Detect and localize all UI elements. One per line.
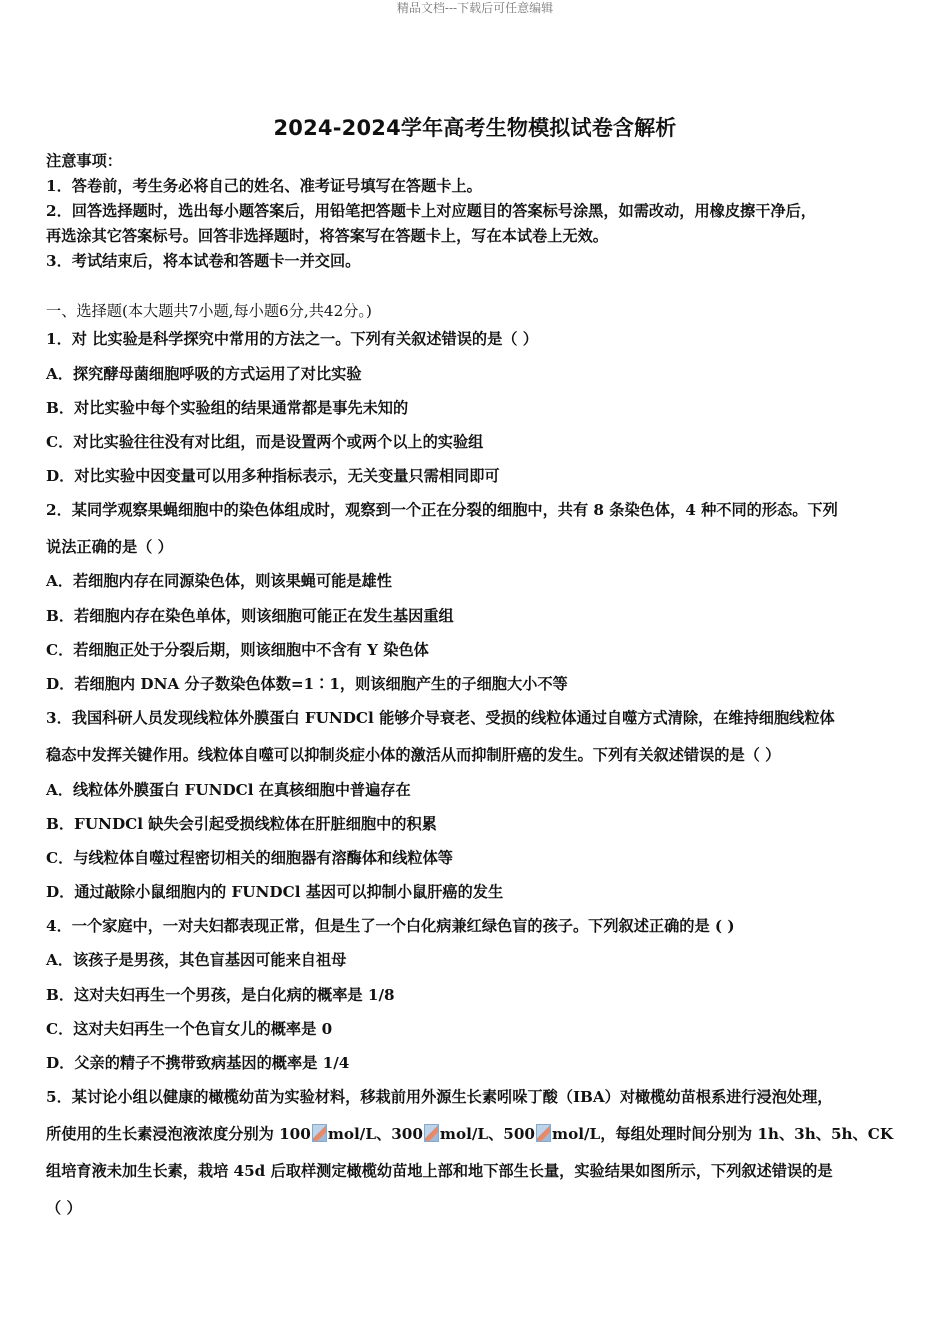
option-text: 通过敲除小鼠细胞内的 FUNDCl 基因可以抑制小鼠肝癌的发生: [74, 883, 504, 901]
option-label: A．: [46, 951, 73, 969]
option-label: B．: [46, 607, 75, 625]
question-2-stem: 2．某同学观察果蝇细胞中的染色体组成时，观察到一个正在分裂的细胞中，共有 8 条染色体，4 种不同的形态。下列: [46, 501, 838, 519]
option-text: FUNDCl 缺失会引起受损线粒体在肝脏细胞中的积累: [74, 815, 437, 833]
question-4-option-d: [46, 1053, 906, 1073]
option-text: 对比实验中每个实验组的结果通常都是事先未知的: [74, 399, 409, 417]
question-4-option-b: [46, 985, 906, 1005]
option-text: 若细胞内存在染色单体，则该细胞可能正在发生基因重组: [74, 607, 454, 625]
option-text: 线粒体外膜蛋白 FUNDCl 在真核细胞中普遍存在: [72, 781, 411, 799]
option-label: C．: [46, 1020, 74, 1038]
micro-symbol-image-icon: [536, 1124, 551, 1142]
option-text: 这对夫妇再生一个色盲女儿的概率是 0: [73, 1020, 333, 1038]
question-2-option-b: [46, 606, 906, 626]
option-text: 若细胞内 DNA 分子数染色体数=1∶1，则该细胞产生的子细胞大小不等: [74, 675, 568, 693]
question-2-option-a: [46, 571, 906, 591]
question-3-option-b: [46, 814, 906, 834]
question-3-stem: 3．我国科研人员发现线粒体外膜蛋白 FUNDCl 能够介导衰老、受损的线粒体通过自噬方式清除，在维持细胞线粒体: [46, 709, 835, 727]
question-4-option-a: [46, 950, 906, 970]
question-2-stem-cont: 说法正确的是（ ）: [46, 538, 173, 556]
page-title: 2024-2024学年高考生物模拟试卷含解析: [273, 116, 677, 140]
option-label: A．: [46, 365, 73, 383]
stem-text: mol/L，每组处理时间分别为 1h、3h、5h、CK: [552, 1125, 894, 1143]
option-text: 若细胞正处于分裂后期，则该细胞中不含有 Y 染色体: [73, 641, 429, 659]
question-3-option-a: [46, 780, 906, 800]
question-2-option-c: [46, 640, 906, 660]
option-text: 与线粒体自噬过程密切相关的细胞器有溶酶体和线粒体等: [73, 849, 453, 867]
question-3-option-d: [46, 882, 906, 902]
stem-text: mol/L、300: [327, 1125, 423, 1143]
option-text: 探究酵母菌细胞呼吸的方式运用了对比实验: [72, 365, 362, 383]
question-1-option-c: [46, 432, 906, 452]
option-text: 若细胞内存在同源染色体，则该果蝇可能是雄性: [72, 572, 392, 590]
option-text: 对比实验中因变量可以用多种指标表示，无关变量只需相同即可: [74, 467, 500, 485]
stem-text: mol/L、500: [439, 1125, 535, 1143]
option-label: A．: [46, 781, 73, 799]
question-5-answer-blank: （ ）: [46, 1199, 82, 1217]
notice-item-3: 3．考试结束后，将本试卷和答题卡一并交回。: [46, 252, 361, 270]
micro-symbol-image-icon: [424, 1124, 439, 1142]
page-header: 精品文档---下载后可任意编辑: [396, 1, 554, 15]
option-label: B．: [46, 399, 75, 417]
option-text: 对比实验往往没有对比组，而是设置两个或两个以上的实验组: [73, 433, 484, 451]
question-2-option-d: [46, 674, 906, 694]
question-3-stem-cont: 稳态中发挥关键作用。线粒体自噬可以抑制炎症小体的激活从而抑制肝癌的发生。下列有关叙述错误的是（ ）: [46, 746, 781, 764]
question-1-option-b: [46, 398, 906, 418]
question-3-option-c: [46, 848, 906, 868]
option-label: D．: [46, 1054, 75, 1072]
notice-item-2: 2．回答选择题时，选出每小题答案后，用铅笔把答题卡上对应题目的答案标号涂黑，如需改动，用橡皮擦干净后，: [46, 202, 816, 220]
option-label: A．: [46, 572, 73, 590]
question-5-stem: 5．某讨论小组以健康的橄榄幼苗为实验材料，移栽前用外源生长素吲哚丁酸（IBA）对橄榄幼苗根系进行浸泡处理，: [46, 1088, 833, 1106]
notice-item-1: 1．答卷前，考生务必将自己的姓名、准考证号填写在答题卡上。: [46, 177, 482, 195]
option-text: 父亲的精子不携带致病基因的概率是 1/4: [74, 1054, 350, 1072]
notice-item-2-cont: 再选涂其它答案标号。回答非选择题时，将答案写在答题卡上，写在本试卷上无效。: [46, 227, 608, 245]
stem-text: 所使用的生长素浸泡液浓度分别为 100: [46, 1125, 311, 1143]
notice-heading: 注意事项：: [46, 152, 122, 170]
micro-symbol-image-icon: [312, 1124, 327, 1142]
option-label: D．: [46, 675, 75, 693]
option-label: D．: [46, 467, 75, 485]
option-label: C．: [46, 433, 74, 451]
question-5-stem-cont-2: 组培育液未加生长素，栽培 45d 后取样测定橄榄幼苗地上部和地下部生长量，实验结果如图所示，下列叙述错误的是: [46, 1162, 833, 1180]
option-text: 该孩子是男孩，其色盲基因可能来自祖母: [72, 951, 347, 969]
question-5-stem-cont: [46, 1124, 906, 1144]
option-label: B．: [46, 986, 75, 1004]
option-text: 这对夫妇再生一个男孩，是白化病的概率是 1/8: [74, 986, 395, 1004]
option-label: C．: [46, 849, 74, 867]
option-label: D．: [46, 883, 75, 901]
question-1-option-d: [46, 466, 906, 486]
question-4-option-c: [46, 1019, 906, 1039]
option-label: B．: [46, 815, 75, 833]
option-label: C．: [46, 641, 74, 659]
question-4-stem: 4．一个家庭中，一对夫妇都表现正常，但是生了一个白化病兼红绿色盲的孩子。下列叙述正确的是 ( ): [46, 917, 735, 935]
section-heading: 一、选择题(本大题共7小题,每小题6分,共42分。): [46, 302, 372, 320]
question-1-stem: 1．对 比实验是科学探究中常用的方法之一。下列有关叙述错误的是（ ）: [46, 330, 538, 348]
question-1-option-a: [46, 364, 906, 384]
